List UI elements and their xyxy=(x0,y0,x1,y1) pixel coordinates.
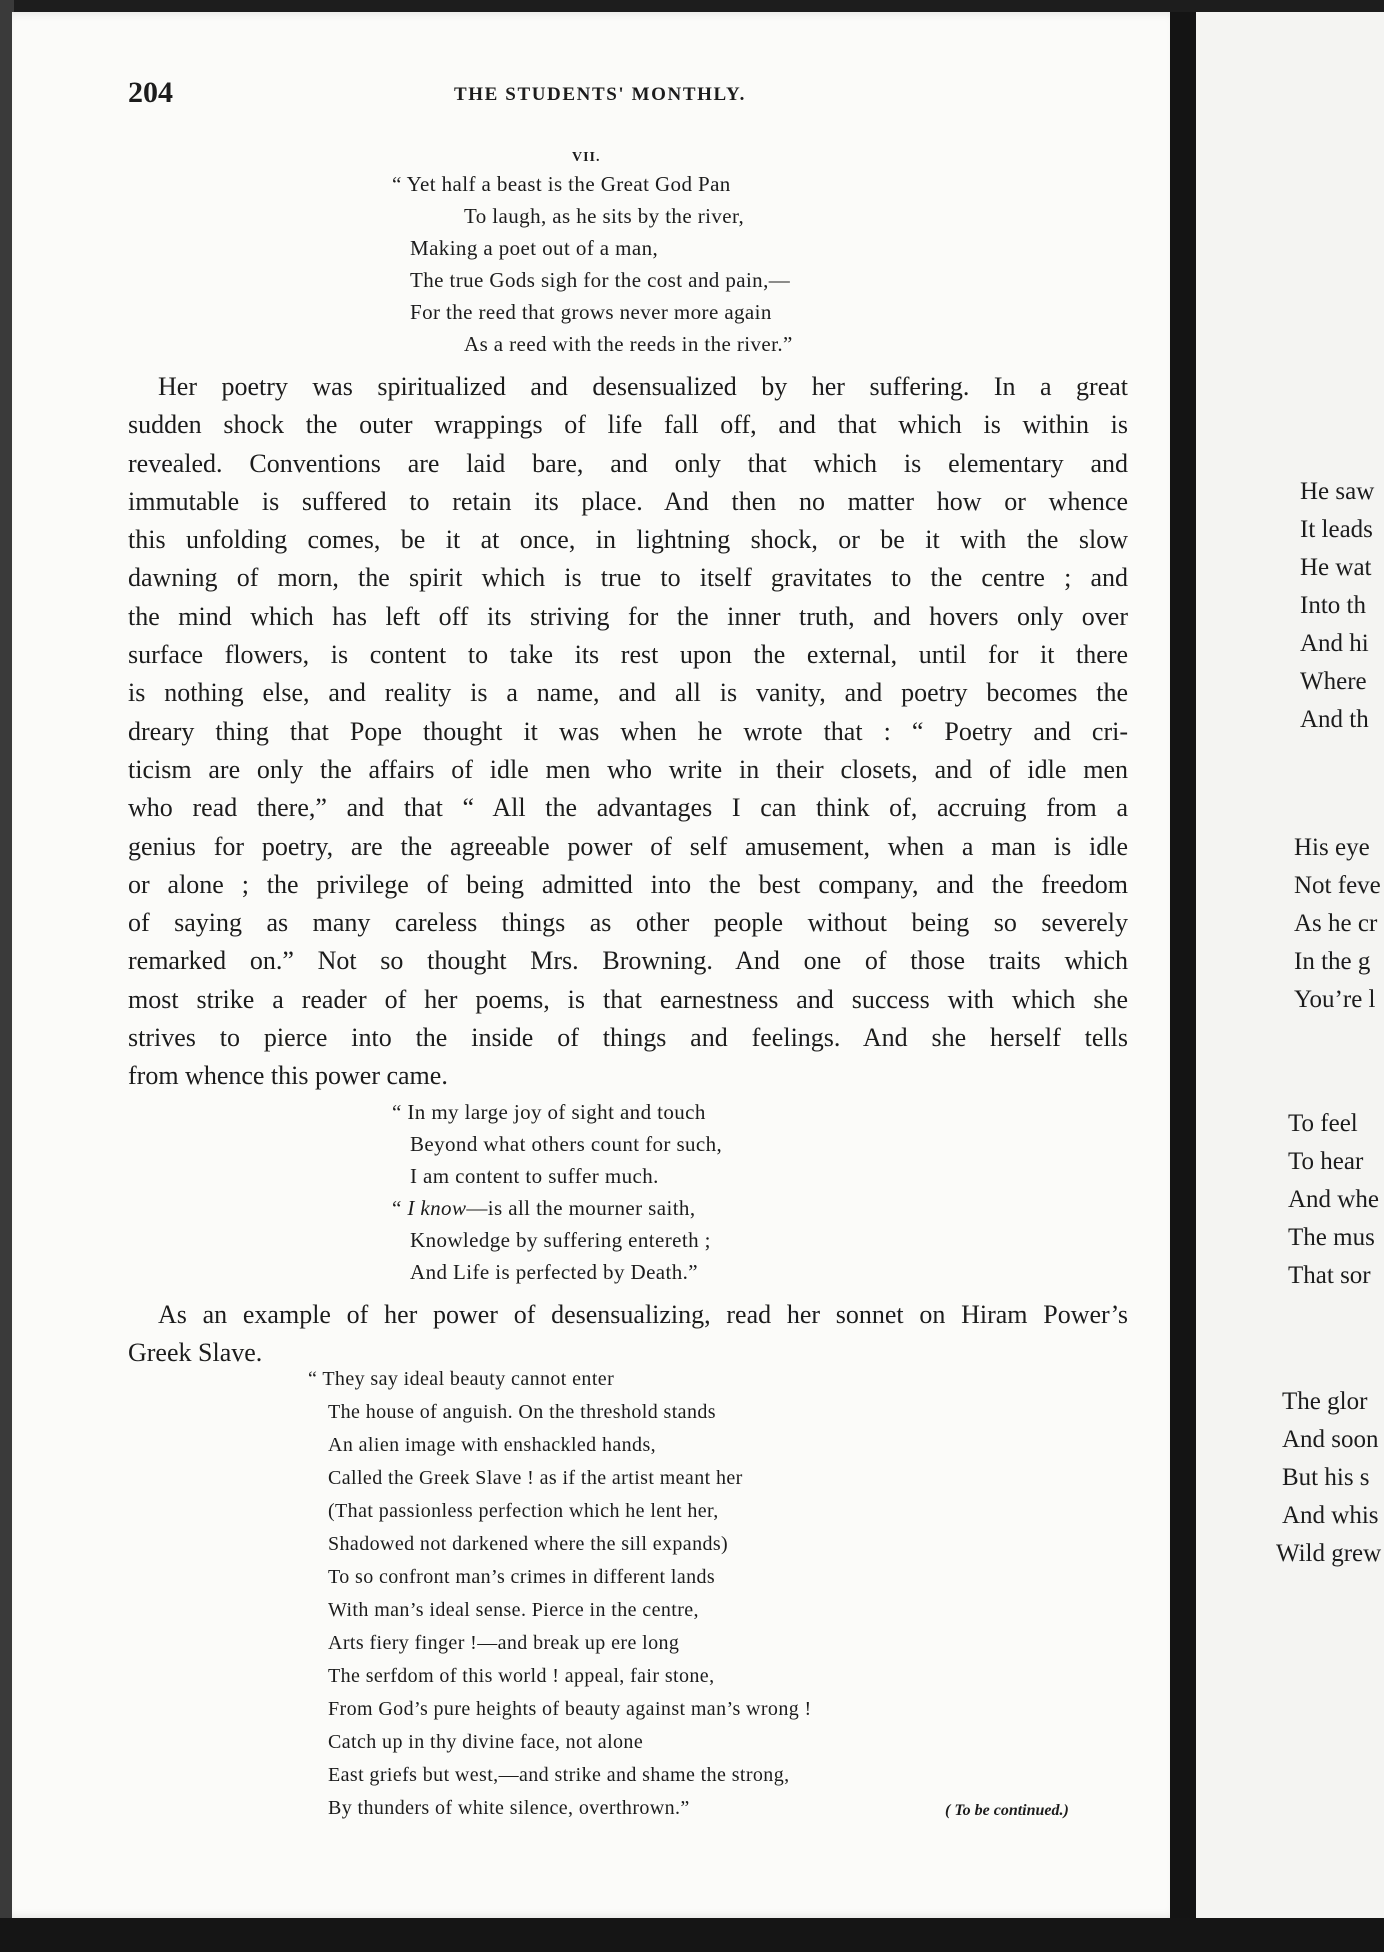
prose-line: immutable is suffered to retain its place. And then no matter how or whence xyxy=(128,486,1128,516)
right-page-line: And soon xyxy=(1282,1426,1379,1453)
right-page-line: You’re l xyxy=(1294,986,1376,1013)
prose-paragraph xyxy=(128,1296,1128,1372)
prose-line: ticism are only the affairs of idle men who write in their closets, and of idle men xyxy=(128,754,1128,784)
right-page-line: The mus xyxy=(1288,1224,1375,1251)
right-page-line: Wild grew xyxy=(1276,1540,1382,1567)
prose-paragraph xyxy=(128,368,1128,1096)
prose-line: dreary thing that Pope thought it was when he wrote that : “ Poetry and cri- xyxy=(128,716,1128,746)
prose-line: strives to pierce into the inside of things and feelings. And she herself tells xyxy=(128,1023,1128,1053)
page-number: 204 xyxy=(128,76,173,109)
sonnet-line: With man’s ideal sense. Pierce in the centre, xyxy=(328,1599,699,1621)
sonnet-line: By thunders of white silence, overthrown.” xyxy=(328,1797,690,1819)
verse-line: Beyond what others count for such, xyxy=(410,1132,723,1156)
right-page-line: And whe xyxy=(1288,1186,1379,1213)
right-page-line: Where xyxy=(1300,668,1367,695)
sonnet-line: (That passionless perfection which he lent her, xyxy=(328,1500,719,1522)
sonnet-line: Called the Greek Slave ! as if the artist meant her xyxy=(328,1467,743,1489)
right-page-line: In the g xyxy=(1294,948,1371,975)
sonnet-line: The house of anguish. On the threshold stands xyxy=(328,1401,716,1423)
running-title: THE STUDENTS' MONTHLY. xyxy=(454,84,746,105)
prose-line: most strike a reader of her poems, is that earnestness and success with which she xyxy=(128,984,1128,1014)
left-page xyxy=(12,12,1182,1918)
right-page-line: He wat xyxy=(1300,554,1372,581)
prose-line: is nothing else, and reality is a name, and all is vanity, and poetry becomes the xyxy=(128,678,1128,708)
verse-line: Knowledge by suffering entereth ; xyxy=(410,1228,711,1252)
verse-line: I am content to suffer much. xyxy=(410,1164,659,1188)
right-page xyxy=(1196,12,1384,1918)
sonnet-line: To so confront man’s crimes in different lands xyxy=(328,1566,716,1588)
verse-line: To laugh, as he sits by the river, xyxy=(464,204,745,228)
prose-line: Her poetry was spiritualized and desensualized by her suffering. In a great xyxy=(158,372,1128,401)
sonnet-line: The serfdom of this world ! appeal, fair stone, xyxy=(328,1665,715,1687)
prose-line: dawning of morn, the spirit which is true to itself gravitates to the centre ; and xyxy=(128,563,1128,593)
italic-word: I know xyxy=(407,1196,467,1220)
right-page-line: He saw xyxy=(1300,478,1375,505)
right-page-line: To hear xyxy=(1288,1148,1364,1175)
prose-line: this unfolding comes, be it at once, in lightning shock, or be it with the slow xyxy=(128,525,1128,555)
right-page-line: As he cr xyxy=(1294,910,1378,937)
verse-line: “ In my large joy of sight and touch xyxy=(392,1100,706,1124)
prose-line: surface flowers, is content to take its rest upon the external, until for it there xyxy=(128,640,1128,670)
verse-line: Making a poet out of a man, xyxy=(410,236,659,260)
verse-line xyxy=(392,1196,695,1221)
verse-line: As a reed with the reeds in the river.” xyxy=(464,332,793,356)
sonnet-line: An alien image with enshackled hands, xyxy=(328,1434,657,1456)
right-page-line: His eye xyxy=(1294,834,1370,861)
right-page-line: The glor xyxy=(1282,1388,1368,1415)
right-page-line: But his s xyxy=(1282,1464,1370,1491)
sonnet-line: Catch up in thy divine face, not alone xyxy=(328,1731,644,1753)
sonnet-line: East griefs but west,—and strike and shame the strong, xyxy=(328,1764,790,1786)
to-be-continued: ( To be continued.) xyxy=(945,1802,1069,1819)
prose-line: of saying as many careless things as other people without being so severely xyxy=(128,908,1128,938)
open-quote: “ xyxy=(392,1196,402,1220)
prose-line: who read there,” and that “ All the advantages I can think of, accruing from a xyxy=(128,793,1128,823)
verse-line: For the reed that grows never more again xyxy=(410,300,772,324)
verse-line: The true Gods sigh for the cost and pain,— xyxy=(410,268,791,292)
right-page-line: That sor xyxy=(1288,1262,1371,1289)
prose-line: remarked on.” Not so thought Mrs. Browning. And one of those traits which xyxy=(128,946,1128,976)
right-page-line: To feel xyxy=(1288,1110,1358,1137)
prose-line: sudden shock the outer wrappings of life fall off, and that which is within is xyxy=(128,410,1128,440)
right-page-line: And hi xyxy=(1300,630,1369,657)
prose-line: As an example of her power of desensualizing, read her sonnet on Hiram Power’s xyxy=(158,1300,1128,1329)
prose-line: from whence this power came. xyxy=(128,1061,448,1091)
scan-bottom-edge xyxy=(0,1918,1384,1952)
prose-line: the mind which has left off its striving for the inner truth, and hovers only over xyxy=(128,601,1128,631)
right-page-line: Not feve xyxy=(1294,872,1381,899)
sonnet-line: From God’s pure heights of beauty against man’s wrong ! xyxy=(328,1698,812,1720)
sonnet-line: Shadowed not darkened where the sill expands) xyxy=(328,1533,729,1555)
sonnet-line: “ They say ideal beauty cannot enter xyxy=(308,1368,615,1390)
right-page-line: And th xyxy=(1300,706,1369,733)
verse-line-rest: —is all the mourner saith, xyxy=(466,1196,696,1220)
verse-line: And Life is perfected by Death.” xyxy=(410,1260,699,1284)
prose-line: Greek Slave. xyxy=(128,1338,263,1367)
prose-line: or alone ; the privilege of being admitted into the best company, and the freedom xyxy=(128,869,1128,899)
right-page-line: Into th xyxy=(1300,592,1366,619)
prose-line: genius for poetry, are the agreeable power of self amusement, when a man is idle xyxy=(128,831,1128,861)
right-page-line: And whis xyxy=(1282,1502,1379,1529)
right-page-line: It leads xyxy=(1300,516,1373,543)
verse-line: “ Yet half a beast is the Great God Pan xyxy=(392,172,731,196)
prose-line: revealed. Conventions are laid bare, and only that which is elementary and xyxy=(128,448,1128,478)
sonnet-line: Arts fiery finger !—and break up ere long xyxy=(328,1632,680,1654)
section-number: VII. xyxy=(572,150,601,165)
